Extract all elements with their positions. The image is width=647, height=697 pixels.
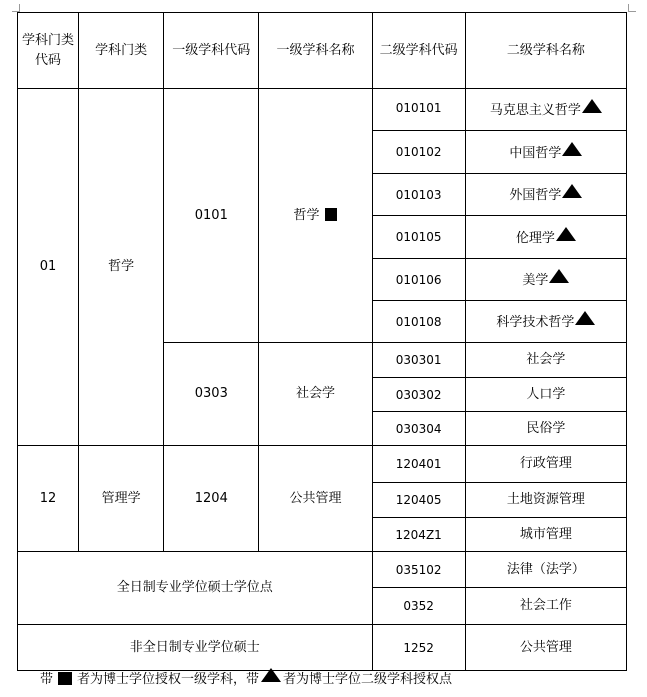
second-name-text: 外国哲学 bbox=[509, 188, 562, 203]
doctoral-second-level-triangle-icon bbox=[562, 184, 582, 198]
second-code-cell: 030302 bbox=[372, 378, 465, 412]
header-row bbox=[18, 13, 627, 89]
corner-mark-left bbox=[12, 4, 20, 12]
table-row bbox=[18, 446, 627, 483]
second-name-cell: 行政管理 bbox=[465, 446, 626, 483]
second-name-text: 中国哲学 bbox=[509, 145, 562, 161]
second-code-cell: 0352 bbox=[372, 588, 465, 625]
second-code-cell: 120405 bbox=[372, 483, 465, 518]
first-code-cell: 0101 bbox=[164, 89, 259, 343]
second-code-cell: 010102 bbox=[372, 131, 465, 174]
category-cell: 管理学 bbox=[79, 446, 164, 552]
first-name-cell: 社会学 bbox=[259, 343, 372, 446]
second-name-cell bbox=[465, 216, 626, 259]
header-first-code: 一级学科代码 bbox=[164, 13, 259, 89]
second-name-cell bbox=[465, 301, 626, 343]
second-name-cell bbox=[465, 131, 626, 174]
second-code-cell: 030301 bbox=[372, 343, 465, 378]
second-name-cell: 民俗学 bbox=[465, 412, 626, 446]
doctoral-first-level-square-icon bbox=[325, 208, 337, 221]
legend-triangle-text: 者为博士学位二级学科授权点 bbox=[283, 672, 453, 687]
corner-mark-right bbox=[628, 4, 636, 12]
second-code-cell: 120401 bbox=[372, 446, 465, 483]
header-first-name: 一级学科名称 bbox=[259, 13, 372, 89]
table-row bbox=[18, 625, 627, 671]
second-name-cell: 人口学 bbox=[465, 378, 626, 412]
legend-prefix: 带 bbox=[40, 672, 54, 687]
second-code-cell: 010103 bbox=[372, 174, 465, 216]
second-name-text: 科学技术哲学 bbox=[496, 315, 575, 330]
table-row bbox=[18, 89, 627, 131]
fulltime-label-cell: 全日制专业学位硕士学位点 bbox=[18, 552, 373, 625]
second-name-text: 伦理学 bbox=[515, 230, 555, 246]
second-name-text: 美学 bbox=[522, 273, 549, 288]
second-code-cell: 010106 bbox=[372, 259, 465, 301]
category-code-cell: 01 bbox=[18, 89, 79, 446]
doctoral-second-level-triangle-icon bbox=[562, 142, 582, 156]
second-name-text: 马克思主义哲学 bbox=[489, 103, 581, 118]
second-code-cell: 030304 bbox=[372, 412, 465, 446]
second-name-cell: 城市管理 bbox=[465, 518, 626, 552]
second-name-cell: 社会工作 bbox=[465, 588, 626, 625]
second-code-cell: 010105 bbox=[372, 216, 465, 259]
category-cell: 哲学 bbox=[79, 89, 164, 446]
second-name-cell: 公共管理 bbox=[465, 625, 626, 671]
first-name-cell bbox=[259, 89, 372, 343]
first-name-text: 哲学 bbox=[293, 207, 320, 223]
legend-square-text: 者为博士学位授权一级学科，带 bbox=[77, 672, 260, 687]
header-second-code: 二级学科代码 bbox=[372, 13, 465, 89]
legend-triangle-icon bbox=[261, 668, 281, 682]
legend-square-icon bbox=[58, 672, 72, 685]
second-name-cell: 法律（法学） bbox=[465, 552, 626, 588]
first-code-cell: 1204 bbox=[164, 446, 259, 552]
header-category: 学科门类 bbox=[79, 13, 164, 89]
first-name-cell: 公共管理 bbox=[259, 446, 372, 552]
doctoral-second-level-triangle-icon bbox=[582, 99, 602, 113]
discipline-table bbox=[17, 12, 627, 671]
parttime-label-cell: 非全日制专业学位硕士 bbox=[18, 625, 373, 671]
second-name-cell bbox=[465, 174, 626, 216]
header-second-name: 二级学科名称 bbox=[465, 13, 626, 89]
second-name-cell bbox=[465, 259, 626, 301]
legend-note bbox=[40, 668, 452, 690]
doctoral-second-level-triangle-icon bbox=[556, 227, 576, 241]
second-code-cell: 1252 bbox=[372, 625, 465, 671]
second-name-cell bbox=[465, 89, 626, 131]
second-code-cell: 010108 bbox=[372, 301, 465, 343]
doctoral-second-level-triangle-icon bbox=[575, 311, 595, 325]
second-code-cell: 010101 bbox=[372, 89, 465, 131]
first-code-cell: 0303 bbox=[164, 343, 259, 446]
second-code-cell: 1204Z1 bbox=[372, 518, 465, 552]
header-category-code: 学科门类代码 bbox=[18, 13, 79, 89]
second-name-cell: 社会学 bbox=[465, 343, 626, 378]
doctoral-second-level-triangle-icon bbox=[549, 269, 569, 283]
second-name-cell: 土地资源管理 bbox=[465, 483, 626, 518]
category-code-cell: 12 bbox=[18, 446, 79, 552]
second-code-cell: 035102 bbox=[372, 552, 465, 588]
table-row bbox=[18, 552, 627, 588]
